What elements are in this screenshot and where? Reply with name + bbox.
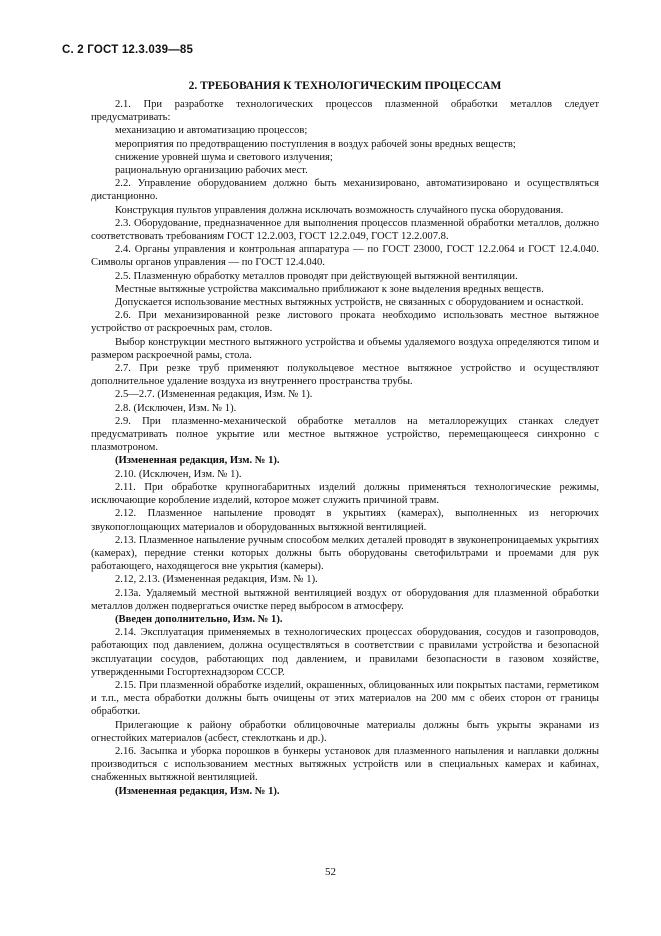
paragraph: 2.12, 2.13. (Измененная редакция, Изм. № 1).	[115, 574, 318, 586]
paragraph: (Введен дополнительно, Изм. № 1).	[115, 613, 283, 625]
paragraph: 2.16. Засыпка и уборка порошков в бункеры установок для плазменного напыления и наплавки должны производиться с использованием местных вытяжных устройств или в специальных камерах и кабинах, снабженных вытяжной вентиляцией.	[91, 745, 599, 784]
paragraph: (Измененная редакция, Изм. № 1).	[115, 785, 280, 797]
paragraph: 2.13. Плазменное напыление ручным способом мелких деталей проводят в звуконепроницаемых укрытиях (камерах), передние стенки которых должны быть оборудованы светофильтрами и проемами для рук работающего, находящегося вне укрытия (камеры).	[91, 534, 599, 573]
paragraph: 2.1. При разработке технологических процессов плазменной обработки металлов следует предусматривать:	[91, 99, 599, 124]
page-header: С. 2 ГОСТ 12.3.039—85	[62, 44, 194, 56]
paragraph: Допускается использование местных вытяжных устройств, не связанных с оборудованием и оснасткой.	[115, 297, 584, 309]
paragraph: 2.4. Органы управления и контрольная аппаратура — по ГОСТ 23000, ГОСТ 12.2.064 и ГОСТ 12.4.040. Символы органов управления — по ГОСТ 12.4.040.	[91, 244, 599, 269]
paragraph: Местные вытяжные устройства максимально приближают к зоне выделения вредных веществ.	[115, 283, 544, 295]
paragraph: 2.10. (Исключен, Изм. № 1).	[115, 468, 242, 480]
paragraph: механизацию и автоматизацию процессов;	[115, 125, 308, 137]
paragraph: Выбор конструкции местного вытяжного устройства и объемы удаляемого воздуха определяются типом и размером раскроечной рамы, стола.	[91, 336, 599, 361]
paragraph: 2.9. При плазменно-механической обработке металлов на металлорежущих станках следует предусматривать полное укрытие или местное вытяжное устройство, перемещающееся синхронно с плазмотроном.	[91, 415, 599, 454]
paragraph: 2.12. Плазменное напыление проводят в укрытиях (камерах), выполненных из негорючих звукопоглощающих материалов и оборудованных вытяжной вентиляцией.	[91, 508, 599, 533]
paragraph: 2.2. Управление оборудованием должно быть механизировано, автоматизировано и осуществляться дистанционно.	[91, 178, 599, 203]
paragraph: 2.13а. Удаляемый местной вытяжной вентиляцией воздух от оборудования для плазменной обработки металлов должен подвергаться очистке перед выбросом в атмосферу.	[91, 587, 599, 612]
paragraph: 2.6. При механизированной резке листового проката необходимо использовать местное вытяжное устройство от раскроечных рам, столов.	[91, 310, 599, 335]
paragraph: 2.5—2.7. (Измененная редакция, Изм. № 1).	[115, 389, 313, 401]
paragraph: Прилегающие к району обработки облицовочные материалы должны быть укрыты экранами из огнестойких материалов (асбест, стеклоткань и др.).	[91, 719, 599, 744]
paragraph: 2.15. При плазменной обработке изделий, окрашенных, облицованных или покрытых пастами, герметиком и т.п., места обработки должны быть очищены от этих материалов на 200 мм с обеих сторон от границы обработки.	[91, 679, 599, 718]
paragraph: снижение уровней шума и светового излучения;	[115, 151, 333, 163]
section-body	[91, 98, 599, 798]
paragraph: 2.5. Плазменную обработку металлов проводят при действующей вытяжной вентиляции.	[115, 270, 518, 282]
paragraph: 2.14. Эксплуатация применяемых в технологических процессах оборудования, сосудов и газопроводов, работающих под давлением, должна осуществляться в соответствии с правилами устройства и безопасной эксплуатации сосудов, работающих под давлением, и правилами безопасности в газовом хозяйстве, утвержденными Госгортехнадзором СССР.	[91, 627, 599, 678]
paragraph: рациональную организацию рабочих мест.	[115, 165, 308, 177]
section-title: 2. ТРЕБОВАНИЯ К ТЕХНОЛОГИЧЕСКИМ ПРОЦЕССАМ	[188, 80, 502, 92]
paragraph: 2.11. При обработке крупногабаритных изделий должны применяться технологические режимы, исключающие коробление изделий, которое может служить причиной травм.	[91, 481, 599, 507]
page-number: 52	[325, 866, 336, 878]
paragraph: мероприятия по предотвращению поступления в воздух рабочей зоны вредных веществ;	[115, 138, 516, 150]
paragraph: 2.7. При резке труб применяют полукольцевое местное вытяжное устройство и осуществляют дополнительное удаление воздуха из внутреннего пространства трубы.	[91, 363, 599, 388]
paragraph: Конструкция пультов управления должна исключать возможность случайного пуска оборудования.	[115, 204, 564, 216]
paragraph: (Измененная редакция, Изм. № 1).	[115, 455, 280, 467]
paragraph: 2.8. (Исключен, Изм. № 1).	[115, 402, 237, 414]
paragraph: 2.3. Оборудование, предназначенное для выполнения процессов плазменной обработки металлов, должно соответствовать требованиям ГОСТ 12.2.003, ГОСТ 12.2.049, ГОСТ 12.2.007.8.	[91, 217, 599, 243]
